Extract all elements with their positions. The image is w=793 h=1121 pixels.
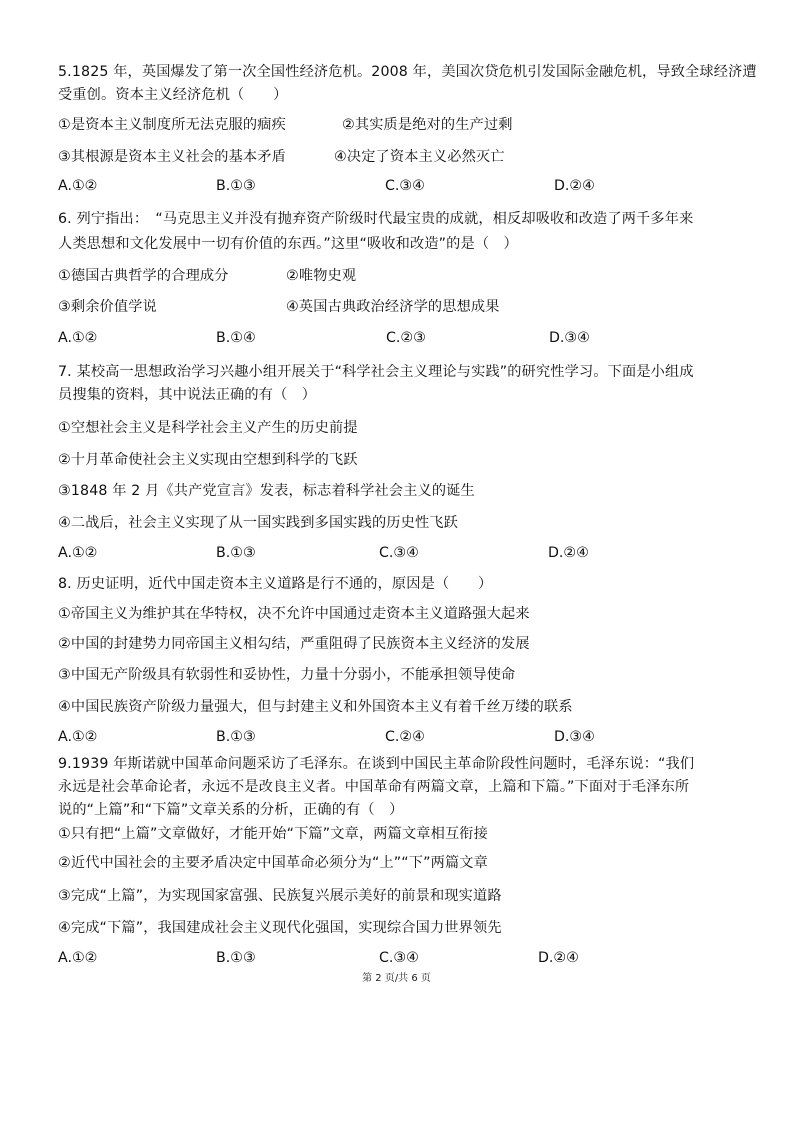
- q9-option-d: D.②④: [538, 950, 579, 966]
- q8-item-4: ④中国民族资产阶级力量强大，但与封建主义和外国资本主义有着千丝万缕的联系: [58, 699, 573, 715]
- q6-option-d: D.③④: [549, 330, 590, 346]
- q7-item-1: ①空想社会主义是科学社会主义产生的历史前提: [58, 420, 358, 436]
- q6-item-4: ④英国古典政治经济学的思想成果: [286, 299, 500, 315]
- q9-option-a: A.①②: [58, 950, 98, 966]
- q6-option-a: A.①②: [58, 330, 98, 346]
- q9-options: [58, 950, 758, 970]
- q9-option-b: B.①③: [216, 950, 256, 966]
- q6-option-c: C.②③: [386, 330, 426, 346]
- q5-item-1: ①是资本主义制度所无法克服的痼疾: [58, 117, 286, 133]
- q9-item-3: ③完成“上篇”，为实现国家富强、民族复兴展示美好的前景和现实道路: [58, 888, 502, 904]
- q7-item-2: ②十月革命使社会主义实现由空想到科学的飞跃: [58, 452, 358, 468]
- q6-stem-line-2: 人类思想和文化发展中一切有价值的东西。”这里“吸收和改造”的是（ ）: [58, 236, 518, 252]
- q7-option-c: C.③④: [379, 545, 419, 561]
- q8-item-2: ②中国的封建势力同帝国主义相勾结，严重阻碍了民族资本主义经济的发展: [58, 636, 530, 652]
- q5-option-c: C.③④: [385, 178, 425, 194]
- q7-option-d: D.②④: [548, 545, 589, 561]
- q5-option-d: D.②④: [554, 178, 595, 194]
- q7-option-a: A.①②: [58, 545, 98, 561]
- q8-option-c: C.②④: [385, 729, 425, 745]
- q7-options: [58, 545, 758, 565]
- q6-item-1: ①德国古典哲学的合理成分: [58, 268, 229, 284]
- q5-options: [58, 178, 758, 198]
- q8-option-a: A.①②: [58, 729, 98, 745]
- q7-option-b: B.①③: [216, 545, 256, 561]
- q9-item-4: ④完成“下篇”，我国建成社会主义现代化强国，实现综合国力世界领先: [58, 920, 502, 936]
- q7-stem-line-2: 员搜集的资料，其中说法正确的有（ ）: [58, 387, 317, 403]
- q9-item-1: ①只有把“上篇”文章做好，才能开始“下篇”文章，两篇文章相互衔接: [58, 826, 488, 842]
- q5-option-a: A.①②: [58, 178, 98, 194]
- q5-option-b: B.①③: [216, 178, 256, 194]
- q9-item-2: ②近代中国社会的主要矛盾决定中国革命必须分为“上”“下”两篇文章: [58, 855, 488, 871]
- q7-stem-line-1: 7. 某校高一思想政治学习兴趣小组开展关于“科学社会主义理论与实践”的研究性学习。下面是小组成: [58, 364, 694, 380]
- q6-stem-line-1: 6. 列宁指出： “马克思主义并没有抛弃资产阶级时代最宝贵的成就，相反却吸收和改造了两千多年来: [58, 211, 694, 227]
- q5-item-3: ③其根源是资本主义社会的基本矛盾: [58, 149, 286, 165]
- q7-item-3: ③1848 年 2 月《共产党宣言》发表，标志着科学社会主义的诞生: [58, 483, 475, 499]
- q9-option-c: C.③④: [379, 950, 419, 966]
- page-footer: 第 2 页/共 6 页: [362, 973, 431, 984]
- q6-item-3: ③剩余价值学说: [58, 299, 157, 315]
- q8-item-1: ①帝国主义为维护其在华特权，决不允许中国通过走资本主义道路强大起来: [58, 606, 530, 622]
- q5-item-2: ②其实质是绝对的生产过剩: [342, 117, 513, 133]
- q6-option-b: B.①④: [216, 330, 256, 346]
- q8-option-d: D.③④: [554, 729, 595, 745]
- q6-options: [58, 330, 758, 350]
- q8-stem-line-1: 8. 历史证明，近代中国走资本主义道路是行不通的，原因是（ ）: [58, 576, 493, 592]
- q9-stem-line-2: 永远是社会革命论者，永远不是改良主义者。中国革命有两篇文章，上篇和下篇。”下面对于毛泽东所: [58, 779, 690, 795]
- q6-item-2: ②唯物史观: [286, 268, 357, 284]
- q7-item-4: ④二战后，社会主义实现了从一国实践到多国实践的历史性飞跃: [58, 515, 458, 531]
- q8-options: [58, 729, 758, 749]
- q5-stem-line-2: 受重创。资本主义经济危机（ ）: [58, 87, 288, 103]
- q8-item-3: ③中国无产阶级具有软弱性和妥协性，力量十分弱小，不能承担领导使命: [58, 667, 516, 683]
- q5-item-4: ④决定了资本主义必然灭亡: [334, 149, 505, 165]
- q5-stem-line-1: 5.1825 年，英国爆发了第一次全国性经济危机。2008 年，美国次贷危机引发国际金融危机，导致全球经济遭: [58, 64, 757, 80]
- q9-stem-line-3: 说的“上篇”和“下篇”文章关系的分析，正确的有（ ）: [58, 802, 404, 818]
- q9-stem-line-1: 9.1939 年斯诺就中国革命问题采访了毛泽东。在谈到中国民主革命阶段性问题时，毛泽东说：“我们: [58, 756, 695, 772]
- q8-option-b: B.①③: [216, 729, 256, 745]
